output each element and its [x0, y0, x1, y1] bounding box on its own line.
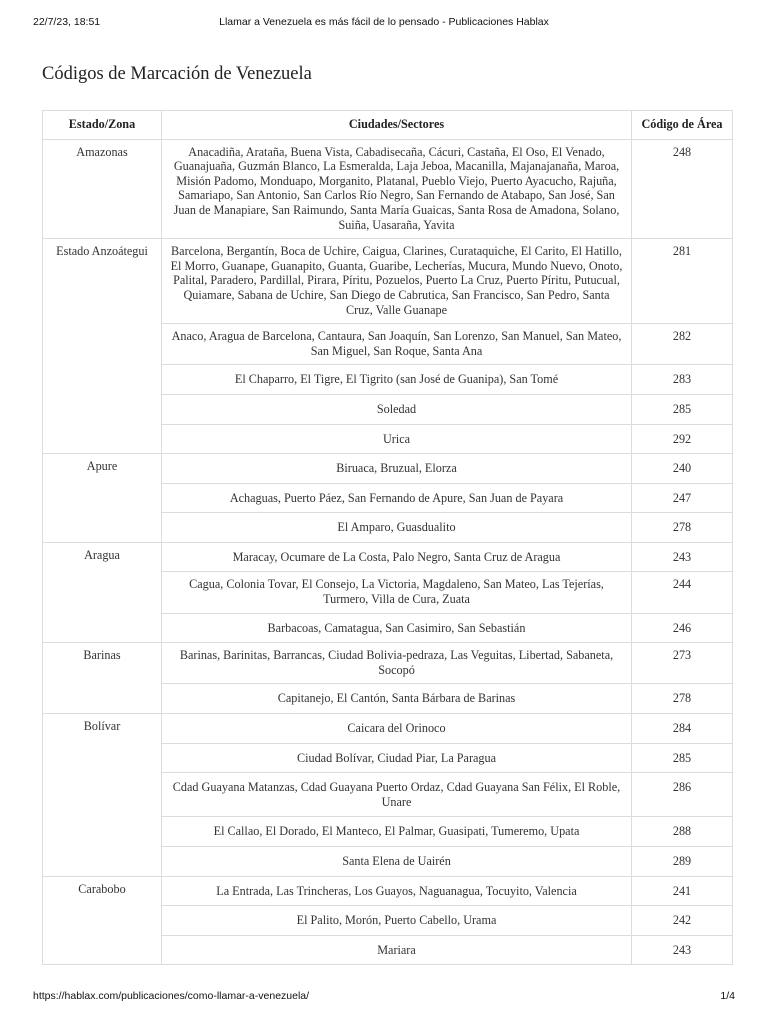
print-page-title: Llamar a Venezuela es más fácil de lo pensado - Publicaciones Hablax [219, 16, 549, 28]
ciudades-cell: Anaco, Aragua de Barcelona, Cantaura, San Joaquín, San Lorenzo, San Manuel, San Mateo, San Miguel, San Roque, Santa Ana [162, 324, 632, 365]
area-codes-table [42, 110, 733, 965]
area-code-cell: 244 [632, 572, 733, 613]
area-code-cell: 248 [632, 139, 733, 239]
ciudades-cell: Cagua, Colonia Tovar, El Consejo, La Victoria, Magdaleno, San Mateo, Las Tejerías, Turmero, Villa de Cura, Zuata [162, 572, 632, 613]
print-datetime: 22/7/23, 18:51 [33, 16, 101, 28]
table-row [43, 876, 733, 906]
print-header [0, 16, 768, 32]
ciudades-cell: Capitanejo, El Cantón, Santa Bárbara de Barinas [162, 684, 632, 714]
ciudades-cell: El Palito, Morón, Puerto Cabello, Urama [162, 906, 632, 936]
area-code-cell: 241 [632, 876, 733, 906]
table-row [43, 542, 733, 572]
estado-cell: Aragua [43, 542, 162, 642]
area-code-cell: 283 [632, 365, 733, 395]
ciudades-cell: Achaguas, Puerto Páez, San Fernando de Apure, San Juan de Payara [162, 483, 632, 513]
header-codigo: Código de Área [632, 111, 733, 140]
area-code-cell: 243 [632, 935, 733, 965]
page-title: Códigos de Marcación de Venezuela [42, 64, 312, 84]
estado-cell: Carabobo [43, 876, 162, 965]
ciudades-cell: Caicara del Orinoco [162, 714, 632, 744]
ciudades-cell: Santa Elena de Uairén [162, 847, 632, 877]
ciudades-cell: Urica [162, 424, 632, 454]
area-code-cell: 285 [632, 394, 733, 424]
area-code-cell: 292 [632, 424, 733, 454]
area-code-cell: 243 [632, 542, 733, 572]
estado-cell: Apure [43, 454, 162, 543]
area-code-cell: 240 [632, 454, 733, 484]
table-body [43, 139, 733, 965]
ciudades-cell: El Chaparro, El Tigre, El Tigrito (san José de Guanipa), San Tomé [162, 365, 632, 395]
ciudades-cell: El Callao, El Dorado, El Manteco, El Palmar, Guasipati, Tumeremo, Upata [162, 817, 632, 847]
area-code-cell: 282 [632, 324, 733, 365]
ciudades-cell: Cdad Guayana Matanzas, Cdad Guayana Puerto Ordaz, Cdad Guayana San Félix, El Roble, Unare [162, 773, 632, 817]
area-code-cell: 247 [632, 483, 733, 513]
area-code-cell: 288 [632, 817, 733, 847]
header-ciudades: Ciudades/Sectores [162, 111, 632, 140]
print-url: https://hablax.com/publicaciones/como-llamar-a-venezuela/ [33, 990, 310, 1002]
ciudades-cell: Barinas, Barinitas, Barrancas, Ciudad Bolivia-pedraza, Las Veguitas, Libertad, Sabaneta, Socopó [162, 643, 632, 684]
table-row [43, 643, 733, 684]
ciudades-cell: Ciudad Bolívar, Ciudad Piar, La Paragua [162, 743, 632, 773]
estado-cell: Barinas [43, 643, 162, 714]
header-estado: Estado/Zona [43, 111, 162, 140]
area-code-cell: 278 [632, 513, 733, 543]
print-footer [0, 990, 768, 1006]
area-code-cell: 281 [632, 239, 733, 324]
ciudades-cell: Anacadiña, Arataña, Buena Vista, Cabadisecaña, Cácuri, Castaña, El Oso, El Venado, Guanajuaña, Guzmán Blanco, La Esmeralda, Laja Jeboa, Macanilla, Majanajanaña, Maroa, Misión Padomo, Monduapo, Morganito, Platanal, Pueblo Viejo, Puerto Ayacucho, Rajuña, Samariapo, San Antonio, San Carlos Río Negro, San Fernando de Atabapo, San José, San Juan de Manapiare, San Raimundo, Santa María Guaicas, Santa Rosa de Amadona, Solano, Suiña, Uasaraña, Yavita [162, 139, 632, 239]
area-code-cell: 242 [632, 906, 733, 936]
area-code-cell: 285 [632, 743, 733, 773]
ciudades-cell: Barcelona, Bergantín, Boca de Uchire, Caigua, Clarines, Curataquiche, El Carito, El Hatillo, El Morro, Guanape, Guanapito, Guanta, Guaribe, Lecherías, Mucura, Mundo Nuevo, Onoto, Palital, Paradero, Pardillal, Pirara, Píritu, Pozuelos, Puerto La Cruz, Puerto Píritu, Putucual, Quiamare, Sabana de Uchire, San Diego de Cabrutica, San Francisco, San Pedro, Santa Cruz, Valle Guanape [162, 239, 632, 324]
table-row [43, 239, 733, 324]
ciudades-cell: El Amparo, Guasdualito [162, 513, 632, 543]
area-code-cell: 289 [632, 847, 733, 877]
ciudades-cell: La Entrada, Las Trincheras, Los Guayos, Naguanagua, Tocuyito, Valencia [162, 876, 632, 906]
table-header-row [43, 111, 733, 140]
area-code-cell: 278 [632, 684, 733, 714]
ciudades-cell: Barbacoas, Camatagua, San Casimiro, San Sebastián [162, 613, 632, 643]
ciudades-cell: Maracay, Ocumare de La Costa, Palo Negro, Santa Cruz de Aragua [162, 542, 632, 572]
table-row [43, 454, 733, 484]
table-row [43, 714, 733, 744]
ciudades-cell: Soledad [162, 394, 632, 424]
estado-cell: Amazonas [43, 139, 162, 239]
area-code-cell: 273 [632, 643, 733, 684]
table-row [43, 139, 733, 239]
area-code-cell: 286 [632, 773, 733, 817]
print-page-number: 1/4 [720, 990, 735, 1002]
area-code-cell: 284 [632, 714, 733, 744]
area-code-cell: 246 [632, 613, 733, 643]
ciudades-cell: Biruaca, Bruzual, Elorza [162, 454, 632, 484]
ciudades-cell: Mariara [162, 935, 632, 965]
estado-cell: Bolívar [43, 714, 162, 877]
estado-cell: Estado Anzoátegui [43, 239, 162, 454]
